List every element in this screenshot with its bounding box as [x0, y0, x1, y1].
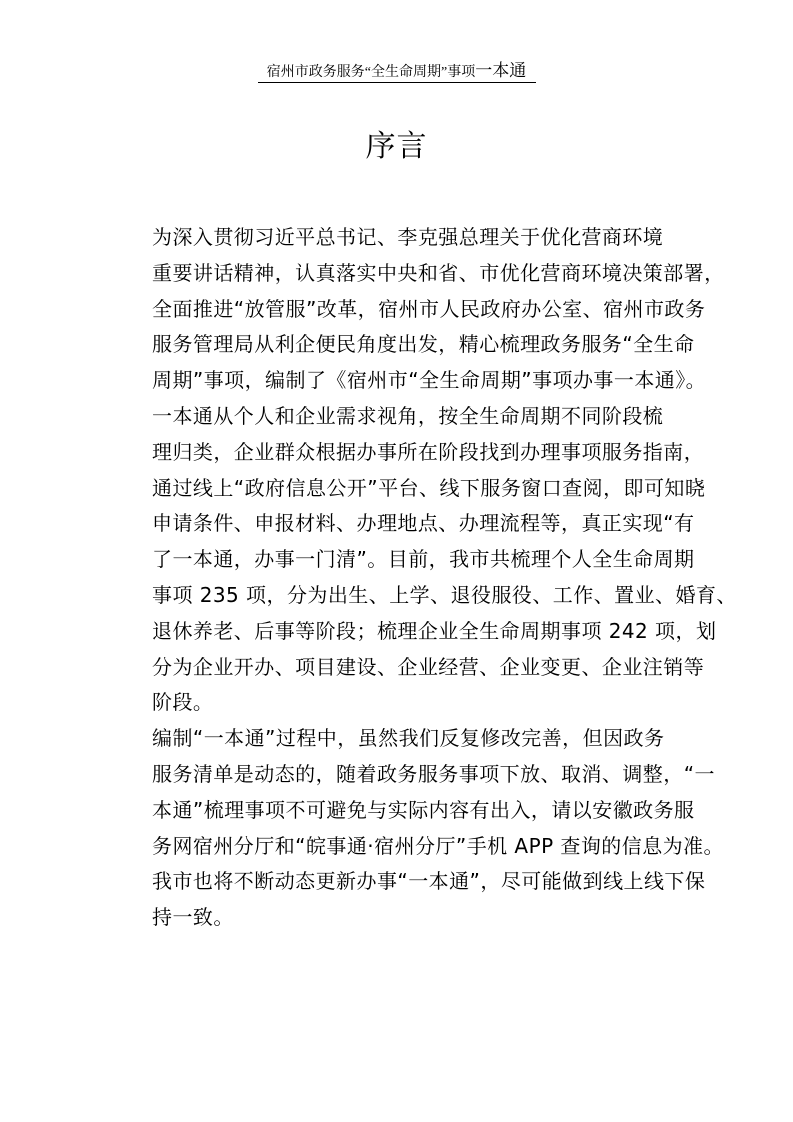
text-line: 一本通从个人和企业需求视角，按全生命周期不同阶段梳 [152, 403, 664, 428]
text-line: 服务清单是动态的，随着政务服务事项下放、取消、调整，“一 [152, 761, 715, 786]
text-line: 阶段。 [152, 690, 214, 715]
paragraph-3 [112, 721, 724, 936]
text-line: 为深入贯彻习近平总书记、李克强总理关于优化营商环境 [152, 225, 664, 249]
text-line: 分为企业开办、项目建设、企业经营、企业变更、企业注销等 [152, 654, 705, 679]
text-line: 服务管理局从利企便民角度出发，精心梳理政务服务“全生命 [152, 332, 695, 357]
text-line: 编制“一本通”过程中，虽然我们反复修改完善，但因政务 [152, 726, 665, 751]
text-line: 务网宿州分厅和“皖事通·宿州分厅”手机 APP 查询的信息为准。 [152, 833, 724, 858]
preface-body [112, 220, 737, 936]
text-line: 全面推进“放管服”改革，宿州市人民政府办公室、宿州市政务 [152, 296, 706, 321]
text-line: 重要讲话精神，认真落实中央和省、市优化营商环境决策部署， [152, 260, 725, 285]
text-line: 了一本通，办事一门清”。目前，我市共梳理个人全生命周期 [152, 547, 695, 572]
paragraph-1 [112, 220, 725, 399]
text-line: 我市也将不断动态更新办事“一本通”，尽可能做到线上线下保 [152, 869, 706, 894]
header-divider [258, 82, 536, 83]
page-title: 序言 [365, 129, 428, 164]
text-line: 通过线上“政府信息公开”平台、线下服务窗口查阅，即可知晓 [152, 475, 706, 500]
running-header-title-tail: 一本通 [475, 61, 527, 80]
text-line: 申请条件、申报材料、办理地点、办理流程等，真正实现“有 [152, 511, 695, 536]
text-line: 退休养老、后事等阶段；梳理企业全生命周期事项 242 项，划 [152, 618, 717, 643]
running-header-title: 宿州市政务服务“全生命周期”事项 [266, 65, 476, 80]
text-line: 周期”事项，编制了《宿州市“全生命周期”事项办事一本通》。 [152, 368, 707, 393]
text-line: 事项 235 项，分为出生、上学、退役服役、工作、置业、婚育、 [152, 582, 737, 607]
text-line: 持一致。 [152, 905, 234, 930]
text-line: 理归类，企业群众根据办事所在阶段找到办理事项服务指南， [152, 439, 705, 464]
paragraph-2 [112, 399, 737, 721]
text-line: 本通”梳理事项不可避免与实际内容有出入，请以安徽政务服 [152, 797, 695, 822]
running-header [0, 62, 793, 82]
